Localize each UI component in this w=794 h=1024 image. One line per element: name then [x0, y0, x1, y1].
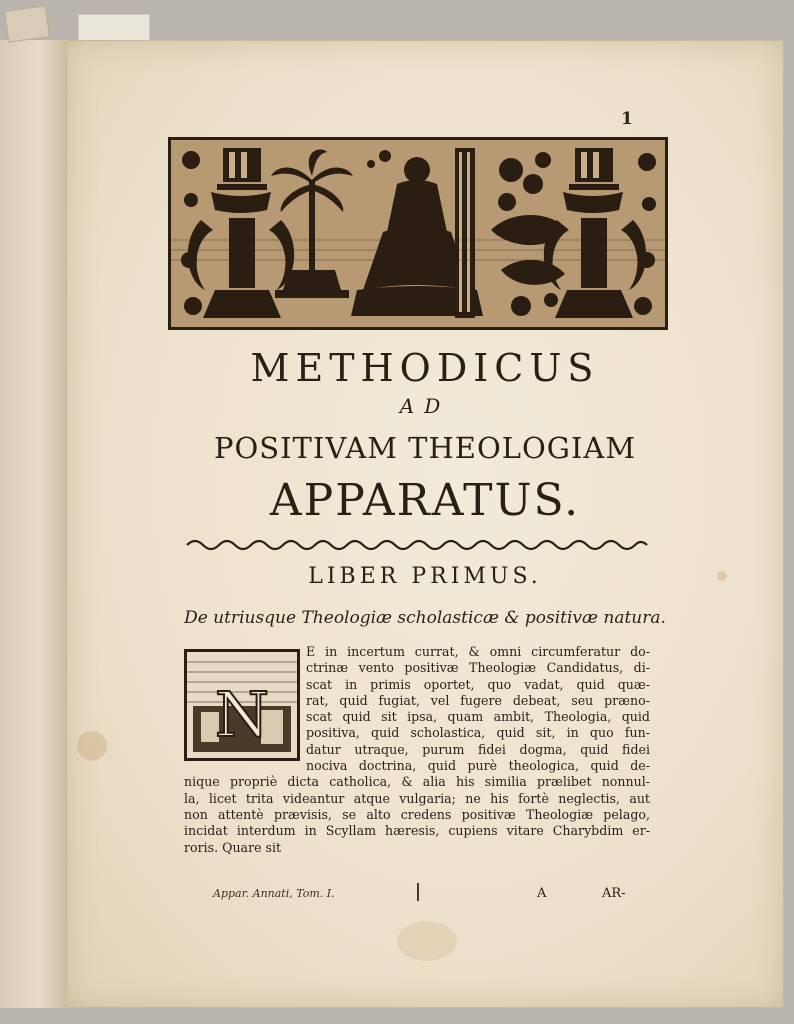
- body-text: [184, 644, 650, 856]
- body-line: E in incertum currat, & omni circumferatur do-: [306, 644, 650, 659]
- body-line: datur utraque, purum fidei dogma, quid fidei: [306, 741, 650, 757]
- body-line: nique propriè dicta catholica, & alia his similia prælibet nonnul-: [184, 774, 650, 790]
- book-page: [66, 40, 784, 1008]
- catchword: AR-: [602, 886, 626, 901]
- body-line: rat, quid fugiat, vel fugere debeat, seu præno-: [306, 692, 650, 708]
- body-line: roris. Quare sit: [184, 839, 282, 855]
- chapter-subtitle: De utriusque Theologiæ scholasticæ & positivæ natura.: [184, 608, 666, 628]
- body-line: la, licet trita videantur atque vulgaria; ne his fortè neglectis, aut: [184, 790, 650, 806]
- body-line: scat quid sit ipsa, quam ambit, Theologia, quid: [306, 709, 650, 725]
- body-line: scat in primis oportet, quo vadat, quid quæ-: [306, 676, 650, 692]
- title-line-1: METHODICUS: [250, 346, 600, 390]
- title-line-3: POSITIVAM THEOLOGIAM: [213, 431, 637, 465]
- paper-stain: [397, 921, 457, 961]
- signature-letter: A: [537, 886, 547, 901]
- body-line: positiva, quid scholastica, quid sit, in quo fun-: [306, 725, 650, 741]
- book-heading: LIBER PRIMUS.: [308, 564, 542, 589]
- footer-mark: [417, 883, 419, 901]
- title-line-2: AD: [399, 394, 451, 418]
- drop-cap-letter: N: [214, 678, 270, 751]
- body-line: nociva doctrina, quid purè theologica, quid de-: [306, 758, 650, 774]
- woodcut-headpiece-icon: [168, 137, 668, 330]
- body-line: ctrinæ vento positivæ Theologiæ Candidatus, di-: [306, 660, 650, 676]
- left-facing-page-edge: [0, 40, 67, 1008]
- signature-note: Appar. Annati, Tom. I.: [213, 887, 335, 900]
- title-line-4: APPARATUS.: [269, 475, 581, 526]
- spine-tab: [4, 5, 50, 43]
- fleuron-rule-icon: [183, 537, 649, 553]
- paper-stain: [77, 731, 107, 761]
- body-line: non attentè prævisis, se alto credens positivæ Theologiæ pelago,: [184, 806, 650, 822]
- page-number: 1: [621, 109, 633, 129]
- body-line: incidat interdum in Scyllam hæresis, cupiens vitare Charybdim er-: [184, 823, 650, 839]
